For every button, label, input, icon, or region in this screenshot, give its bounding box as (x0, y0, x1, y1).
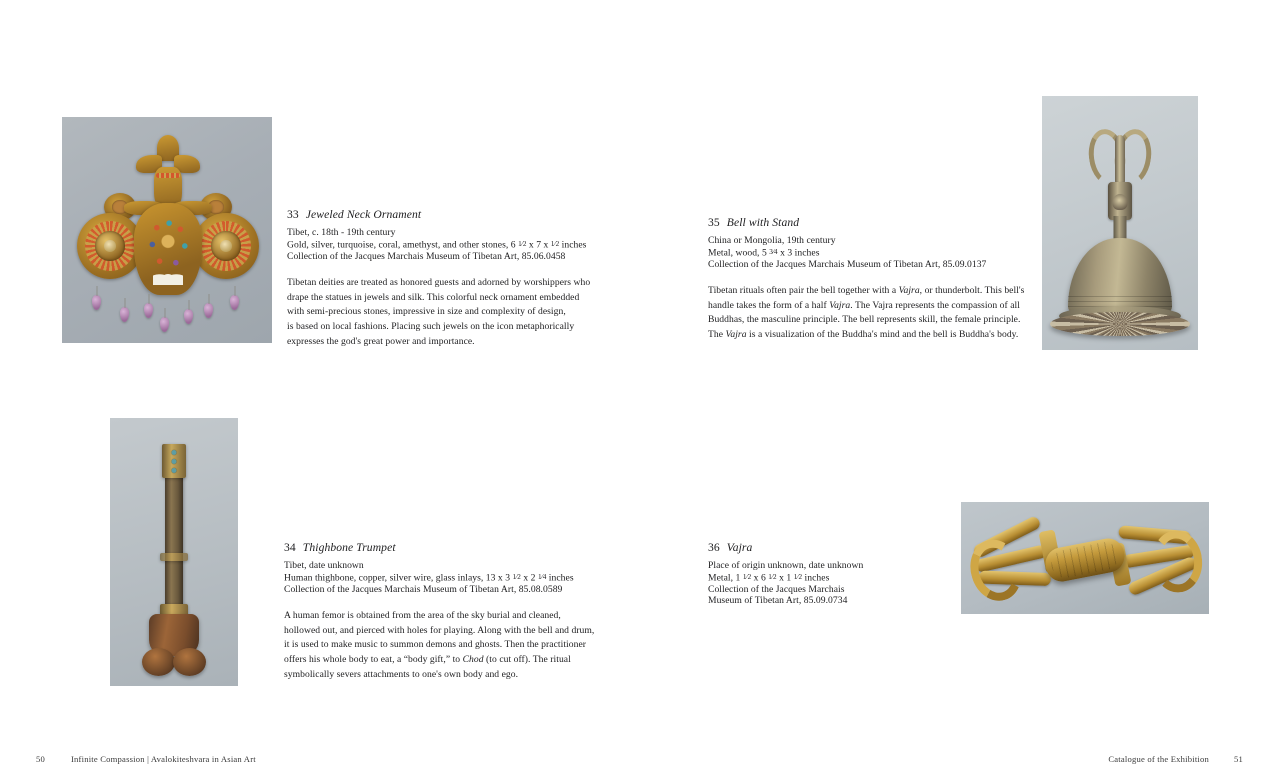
caption-34-number: 34 (284, 541, 296, 554)
trumpet-gem-1 (172, 450, 177, 455)
medallion-left-boss (95, 231, 124, 260)
caption-36-name: Vajra (726, 541, 753, 554)
caption-35-name: Bell with Stand (726, 216, 800, 229)
caption-33-body-line-5: expresses the god's great power and importance. (287, 335, 475, 347)
caption-36 (708, 541, 958, 607)
caption-34-body-line-3: it is used to make music to summon demons and ghosts. Then the practitioner (284, 639, 587, 651)
caption-35-meta (708, 235, 1018, 270)
trumpet-shaft (165, 456, 183, 616)
medallion-right-boss (211, 231, 240, 260)
caption-34-meta-line-2: Human thighbone, copper, silver wire, glass inlays, 13 x 3 1⁄2 x 2 1⁄4 inches (284, 572, 574, 584)
caption-34-body-line-2: hollowed out, and pierced with holes for playing. Along with the bell and drum, (284, 624, 595, 636)
caption-33-body-line-3: with semi-precious stones, impressive in size and complexity of design, (287, 306, 566, 318)
caption-33-body-line-4: is based on local fashions. Placing such jewels on the icon metaphorically (287, 321, 575, 333)
caption-35-number: 35 (708, 216, 720, 229)
ornament-bead-row-top (156, 173, 180, 178)
figure-34-thighbone-trumpet (110, 418, 238, 686)
caption-34-body-line-1: A human femor is obtained from the area of the sky burial and cleaned, (284, 610, 561, 622)
caption-35-body-line-4: The Vajra is a visualization of the Buddha's mind and the bell is Buddha's body. (708, 329, 1019, 341)
caption-34-body-line-5: symbolically severs attachments to one's own body and ego. (284, 668, 519, 680)
bell-half-vajra-handle (1089, 135, 1151, 185)
caption-35-body-line-3: Buddhas, the masculine principle. The bell represents skill, the female principle. (708, 314, 1021, 326)
caption-35-body (708, 284, 1025, 342)
caption-35-title (708, 216, 1018, 230)
caption-35-body-line-1: Tibetan rituals often pair the bell together with a Vajra, or thunderbolt. This bell's (708, 285, 1025, 297)
caption-36-title (708, 541, 958, 555)
folio-right-page-number: 51 (1234, 754, 1243, 764)
ornament-lotus-motif (153, 267, 183, 285)
caption-34-title (284, 541, 584, 555)
caption-34-name: Thighbone Trumpet (302, 541, 396, 554)
caption-35-meta-line-2: Metal, wood, 5 3⁄4 x 3 inches (708, 247, 820, 259)
running-head-left: Infinite Compassion | Avalokiteshvara in Asian Art (71, 754, 256, 764)
caption-33-body (287, 276, 591, 349)
ornament-central-plaque (134, 203, 202, 295)
caption-33-meta-line-3: Collection of the Jacques Marchais Museum of Tibetan Art, 85.06.0458 (287, 250, 566, 262)
caption-35 (708, 216, 1025, 343)
caption-35-body-line-2: handle takes the form of a half Vajra. The Vajra represents the compassion of all (708, 299, 1020, 311)
caption-33 (287, 208, 591, 349)
figure-36-vajra (961, 502, 1209, 614)
caption-35-meta-line-1: China or Mongolia, 19th century (708, 235, 836, 246)
caption-34-meta-line-3: Collection of the Jacques Marchais Museum of Tibetan Art, 85.08.0589 (284, 583, 563, 595)
caption-33-meta-line-2: Gold, silver, turquoise, coral, amethyst, and other stones, 6 1⁄2 x 7 x 1⁄2 inches (287, 239, 587, 251)
caption-33-name: Jeweled Neck Ornament (305, 208, 422, 221)
figure-33-jeweled-neck-ornament (62, 117, 272, 343)
bell-deity-face (1113, 194, 1128, 210)
bell-stand (1050, 312, 1190, 336)
trumpet-midband (160, 553, 188, 561)
running-head-right: Catalogue of the Exhibition (1108, 754, 1209, 764)
figure-35-bell-with-stand (1042, 96, 1198, 350)
caption-36-meta-line-1: Place of origin unknown, date unknown (708, 560, 864, 571)
caption-36-meta-line-3: Collection of the Jacques Marchais (708, 583, 845, 595)
caption-36-number: 36 (708, 541, 720, 554)
caption-34-body (284, 609, 595, 682)
caption-36-meta-line-4: Museum of Tibetan Art, 85.09.0734 (708, 595, 848, 607)
caption-35-meta-line-3: Collection of the Jacques Marchais Museum of Tibetan Art, 85.09.0137 (708, 258, 987, 270)
caption-33-number: 33 (287, 208, 299, 221)
caption-33-title (287, 208, 587, 222)
neck-ornament-artwork (62, 117, 272, 343)
trumpet-lobe-right (173, 648, 206, 676)
folio-left-page-number: 50 (36, 754, 45, 764)
vajra-central-tip (1115, 135, 1125, 183)
page-footer (0, 742, 1279, 782)
trumpet-mouth-cap (162, 444, 186, 478)
caption-34-body-line-4: offers his whole body to eat, a “body gift,” to Chod (to cut off). The ritual (284, 654, 571, 666)
trumpet-gem-3 (172, 468, 177, 473)
trumpet-lobe-left (142, 648, 175, 676)
caption-34-meta-line-1: Tibet, date unknown (284, 560, 364, 571)
trumpet-gem-2 (172, 459, 177, 464)
caption-33-body-line-2: drape the statues in jewels and silk. This colorful neck ornament embedded (287, 291, 580, 303)
ornament-medallion-right (193, 213, 259, 279)
caption-33-meta (287, 227, 587, 262)
caption-33-meta-line-1: Tibet, c. 18th - 19th century (287, 227, 396, 238)
trumpet-condyle-lobes (143, 646, 205, 676)
caption-33-body-line-1: Tibetan deities are treated as honored guests and adorned by worshippers who (287, 277, 591, 289)
caption-36-meta (708, 560, 958, 607)
caption-34-meta (284, 560, 584, 595)
caption-36-meta-line-2: Metal, 1 1⁄2 x 6 1⁄2 x 1 1⁄2 inches (708, 572, 830, 584)
caption-34 (284, 541, 595, 682)
